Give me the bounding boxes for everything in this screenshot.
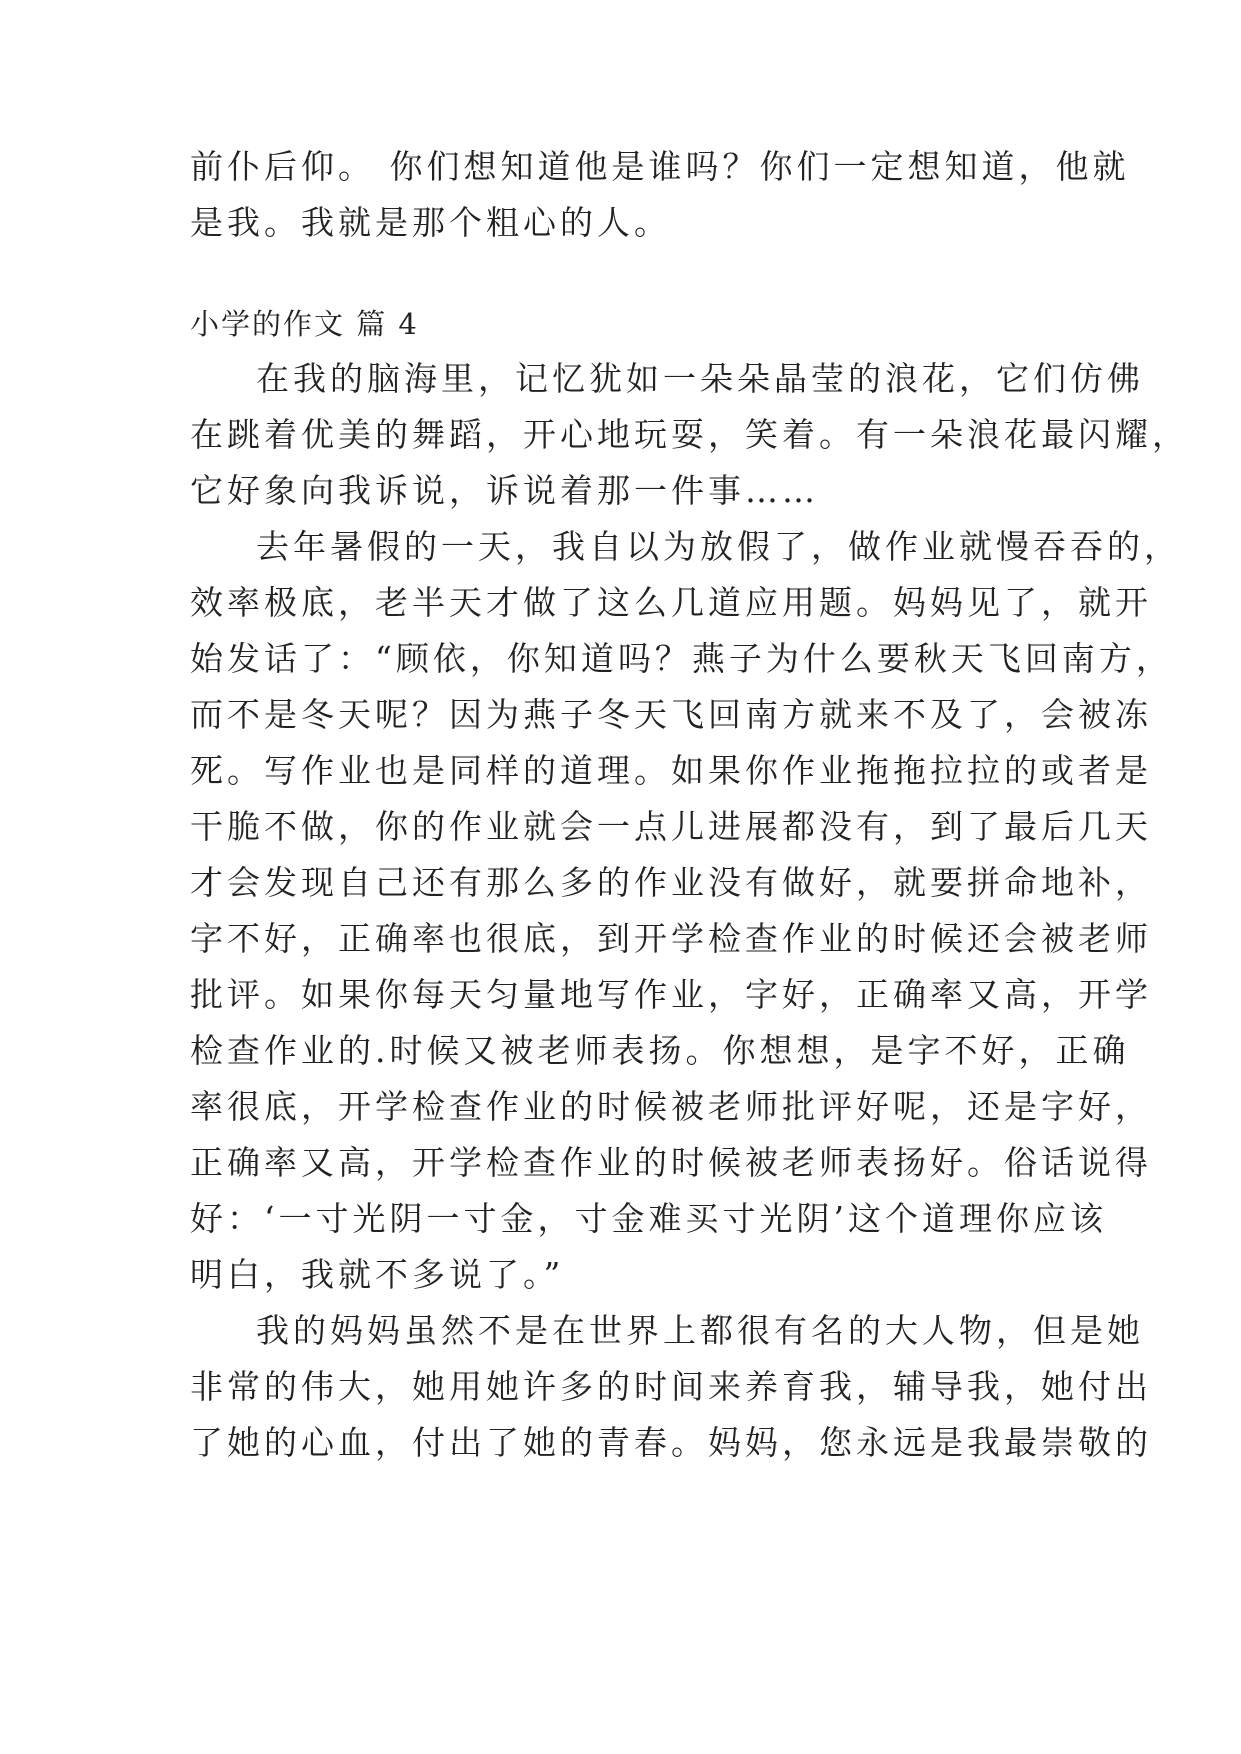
- text-line: 始发话了：“顾依，你知道吗？燕子为什么要秋天飞回南方，: [190, 639, 1173, 678]
- text-line: 率很底，开学检查作业的时候被老师批评好呢，还是字好，: [190, 1087, 1152, 1126]
- text-line: 前仆后仰。 你们想知道他是谁吗？你们一定想知道，他就: [190, 147, 1130, 186]
- text-line: 好：‘一寸光阴一寸金，寸金难买寸光阴’这个道理你应该: [190, 1199, 1107, 1238]
- text-line: 非常的伟大，她用她许多的时间来养育我，辅导我，她付出: [190, 1367, 1152, 1406]
- text-line: 死。写作业也是同样的道理。如果你作业拖拖拉拉的或者是: [190, 751, 1152, 790]
- text-line: 在我的脑海里，记忆犹如一朵朵晶莹的浪花，它们仿佛: [256, 359, 1144, 398]
- text-line: 去年暑假的一天，我自以为放假了，做作业就慢吞吞的，: [256, 527, 1181, 566]
- text-line: 字不好，正确率也很底，到开学检查作业的时候还会被老师: [190, 919, 1152, 958]
- text-line: 它好象向我诉说，诉说着那一件事……: [190, 471, 819, 510]
- text-line: 了她的心血，付出了她的青春。妈妈，您永远是我最崇敬的: [190, 1423, 1152, 1462]
- text-line: 批评。如果你每天匀量地写作业，字好，正确率又高，开学: [190, 975, 1152, 1014]
- text-line: 我的妈妈虽然不是在世界上都很有名的大人物，但是她: [256, 1311, 1144, 1350]
- text-line: 在跳着优美的舞蹈，开心地玩耍，笑着。有一朵浪花最闪耀，: [190, 415, 1189, 454]
- section-heading: 小学的作文 篇 4: [190, 307, 419, 341]
- text-line: 正确率又高，开学检查作业的时候被老师表扬好。俗话说得: [190, 1143, 1152, 1182]
- text-line: 效率极底，老半天才做了这么几道应用题。妈妈见了，就开: [190, 583, 1152, 622]
- text-line: 而不是冬天呢？因为燕子冬天飞回南方就来不及了，会被冻: [190, 695, 1152, 734]
- text-line: 是我。我就是那个粗心的人。: [190, 203, 671, 242]
- text-line: 明白，我就不多说了。”: [190, 1255, 565, 1294]
- text-line: 检查作业的.时候又被老师表扬。你想想，是字不好，正确: [190, 1031, 1130, 1070]
- text-line: 干脆不做，你的作业就会一点儿进展都没有，到了最后几天: [190, 807, 1152, 846]
- text-line: 才会发现自己还有那么多的作业没有做好，就要拼命地补，: [190, 863, 1152, 902]
